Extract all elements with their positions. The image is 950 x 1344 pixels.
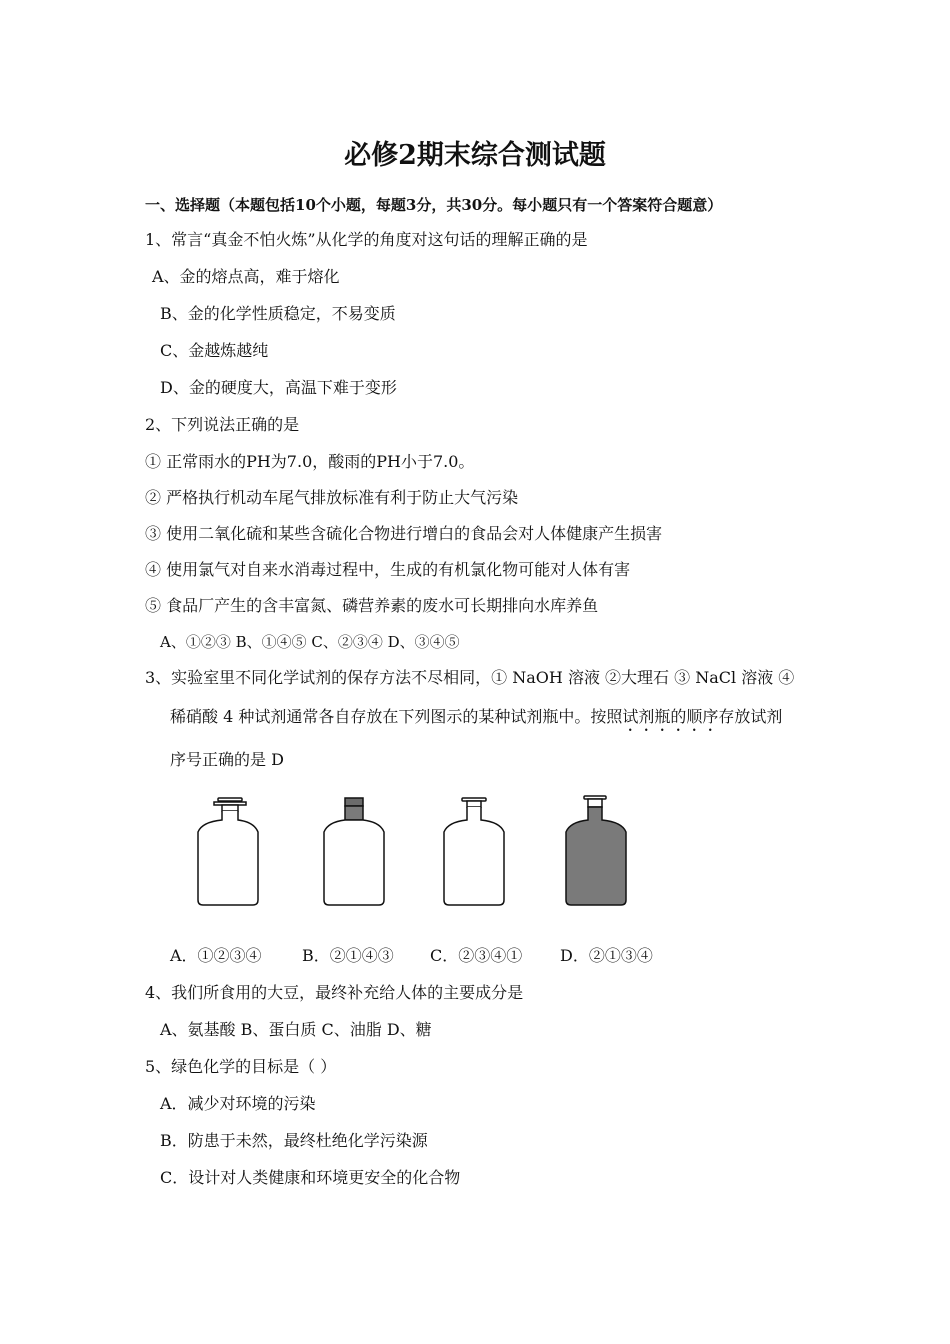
question-1-stem: 1、常言“真金不怕火炼”从化学的角度对这句话的理解正确的是 (145, 230, 588, 249)
question-2-item-5: ⑤ 食品厂产生的含丰富氮、磷营养素的废水可长期排向水库养鱼 (145, 596, 599, 615)
reagent-bottles-figure (190, 792, 650, 912)
bottle-2-rubber-stopper (324, 798, 384, 905)
bottle-3-narrow-mouth-glass-stopper (444, 798, 504, 905)
question-3-stem-line-3: 序号正确的是 D (170, 750, 284, 769)
question-4-stem: 4、我们所食用的大豆，最终补充给人体的主要成分是 (145, 983, 524, 1002)
question-3-stem-line-2-end: 存放试剂 (718, 707, 783, 726)
question-4-options: A、氨基酸 B、蛋白质 C、油脂 D、糖 (160, 1020, 432, 1039)
section-heading: 一、选择题（本题包括10个小题，每题3分，共30分。每小题只有一个答案符合题意） (145, 196, 723, 214)
question-3-stem-line-1: 3、实验室里不同化学试剂的保存方法不尽相同，① NaOH 溶液 ②大理石 ③ NaCl 溶液 ④ (145, 668, 795, 687)
question-2-options: A、①②③ B、①④⑤ C、②③④ D、③④⑤ (160, 633, 460, 651)
question-2-stem: 2、下列说法正确的是 (145, 415, 300, 434)
question-3-option-d: D．②①③④ (560, 946, 653, 965)
bottle-4-brown-glass-stopper (566, 796, 626, 905)
question-5-option-b: B．防患于未然，最终杜绝化学污染源 (160, 1131, 428, 1150)
question-2-item-3: ③ 使用二氧化硫和某些含硫化合物进行增白的食品会对人体健康产生损害 (145, 524, 663, 543)
question-2-item-2: ② 严格执行机动车尾气排放标准有利于防止大气污染 (145, 488, 519, 507)
question-5-stem: 5、绿色化学的目标是（ ） (145, 1057, 337, 1076)
question-2-item-4: ④ 使用氯气对自来水消毒过程中，生成的有机氯化物可能对人体有害 (145, 560, 631, 579)
question-3-stem-line-2-start: 稀硝酸 4 种试剂通常各自存放在下列图示的某种试剂瓶中。按照 (170, 707, 623, 726)
question-3-stem-line-2 (170, 707, 782, 735)
question-1-option-a: A、金的熔点高，难于熔化 (152, 267, 340, 286)
question-3-option-a: A．①②③④ (170, 946, 262, 965)
question-3-option-b: B．②①④③ (302, 946, 394, 965)
question-3-option-c: C．②③④① (430, 946, 523, 965)
question-1-option-d: D、金的硬度大，高温下难于变形 (160, 378, 397, 397)
question-3-emphasis: 试剂瓶的顺序 (622, 707, 719, 726)
question-2-item-1: ① 正常雨水的PH为7.0，酸雨的PH小于7.0。 (145, 452, 475, 471)
question-1-option-b: B、金的化学性质稳定，不易变质 (160, 304, 396, 323)
question-5-option-a: A．减少对环境的污染 (160, 1094, 316, 1113)
question-5-option-c: C．设计对人类健康和环境更安全的化合物 (160, 1168, 461, 1187)
page-title: 必修2期末综合测试题 (344, 140, 606, 171)
question-1-option-c: C、金越炼越纯 (160, 341, 269, 360)
bottle-1-wide-mouth-glass-stopper (198, 798, 258, 905)
